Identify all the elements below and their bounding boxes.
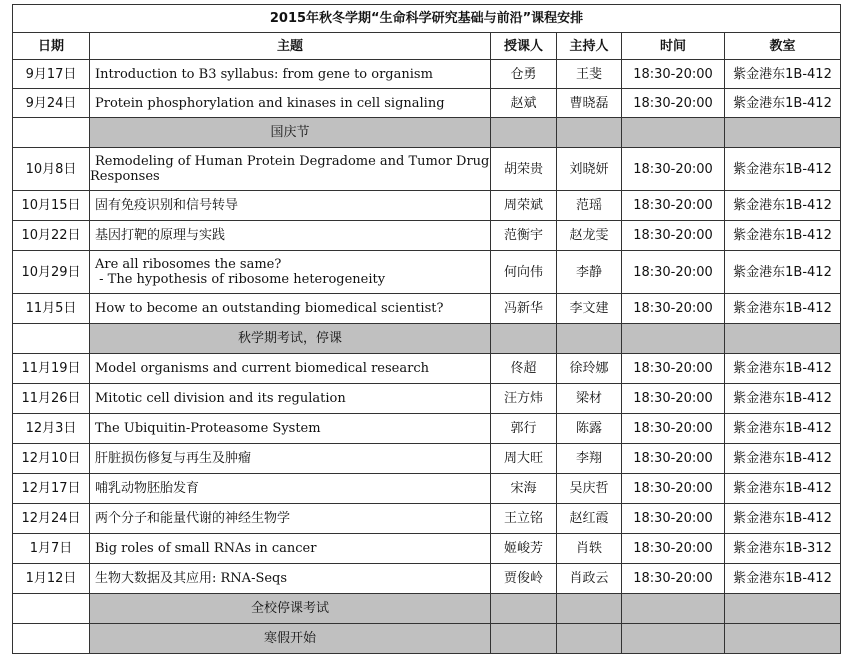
topic-cell (90, 60, 491, 89)
date-cell: 9月17日 (13, 60, 90, 89)
room-cell: 紫金港东1B-412 (725, 60, 841, 89)
table-row (13, 384, 841, 414)
topic-cell (90, 444, 491, 474)
topic-text: Are all ribosomes the same? (95, 257, 282, 272)
time-cell (622, 324, 725, 354)
topic-text: Model organisms and current biomedical research (95, 361, 429, 376)
lecturer-cell: 赵斌 (491, 89, 557, 118)
topic-cell (90, 534, 491, 564)
room-cell: 紫金港东1B-412 (725, 444, 841, 474)
header-room: 教室 (725, 33, 841, 60)
host-cell (557, 594, 622, 624)
date-cell: 11月19日 (13, 354, 90, 384)
table-row (13, 564, 841, 594)
time-cell: 18:30-20:00 (622, 251, 725, 294)
date-cell: 12月24日 (13, 504, 90, 534)
lecturer-cell (491, 624, 557, 654)
lecturer-cell: 郭行 (491, 414, 557, 444)
lecturer-cell: 贾俊岭 (491, 564, 557, 594)
lecturer-cell: 周大旺 (491, 444, 557, 474)
time-cell: 18:30-20:00 (622, 384, 725, 414)
header-time: 时间 (622, 33, 725, 60)
lecturer-cell: 佟超 (491, 354, 557, 384)
date-cell: 9月24日 (13, 89, 90, 118)
host-cell (557, 324, 622, 354)
topic-text-line2: Responses (90, 169, 160, 184)
topic-cell (90, 384, 491, 414)
lecturer-cell: 仓勇 (491, 60, 557, 89)
time-cell (622, 624, 725, 654)
date-cell: 10月15日 (13, 191, 90, 221)
break-row (13, 324, 841, 354)
break-label: 秋学期考试，停课 (90, 324, 491, 354)
topic-cell (90, 294, 491, 324)
topic-cell (90, 354, 491, 384)
table-row (13, 504, 841, 534)
table-row (13, 444, 841, 474)
topic-text: Remodeling of Human Protein Degradome and Tumor Drug (95, 154, 490, 169)
host-cell: 范瑶 (557, 191, 622, 221)
time-cell: 18:30-20:00 (622, 60, 725, 89)
header-topic: 主题 (90, 33, 491, 60)
topic-text: Big roles of small RNAs in cancer (95, 541, 317, 556)
topic-text: 哺乳动物胚胎发育 (95, 481, 200, 496)
date-cell: 11月26日 (13, 384, 90, 414)
date-cell: 12月10日 (13, 444, 90, 474)
table-row (13, 414, 841, 444)
date-cell (13, 324, 90, 354)
lecturer-cell: 王立铭 (491, 504, 557, 534)
table-row (13, 354, 841, 384)
topic-text: 两个分子和能量代谢的神经生物学 (95, 511, 291, 526)
lecturer-cell: 冯新华 (491, 294, 557, 324)
lecturer-cell: 周荣斌 (491, 191, 557, 221)
date-cell (13, 624, 90, 654)
time-cell: 18:30-20:00 (622, 444, 725, 474)
host-cell: 李翔 (557, 444, 622, 474)
lecturer-cell: 何向伟 (491, 251, 557, 294)
break-row (13, 594, 841, 624)
room-cell: 紫金港东1B-412 (725, 384, 841, 414)
time-cell: 18:30-20:00 (622, 474, 725, 504)
host-cell: 刘晓妍 (557, 148, 622, 191)
room-cell: 紫金港东1B-412 (725, 251, 841, 294)
host-cell: 肖政云 (557, 564, 622, 594)
date-cell: 1月12日 (13, 564, 90, 594)
schedule-table (12, 4, 841, 654)
room-cell: 紫金港东1B-412 (725, 191, 841, 221)
time-cell: 18:30-20:00 (622, 564, 725, 594)
host-cell (557, 624, 622, 654)
room-cell (725, 624, 841, 654)
host-cell: 王斐 (557, 60, 622, 89)
room-cell: 紫金港东1B-412 (725, 564, 841, 594)
table-row (13, 60, 841, 89)
date-cell (13, 118, 90, 148)
room-cell (725, 118, 841, 148)
table-row (13, 221, 841, 251)
time-cell: 18:30-20:00 (622, 414, 725, 444)
time-cell: 18:30-20:00 (622, 148, 725, 191)
host-cell: 李静 (557, 251, 622, 294)
lecturer-cell (491, 594, 557, 624)
topic-text: 固有免疫识别和信号转导 (95, 198, 239, 213)
topic-cell (90, 148, 491, 191)
host-cell: 徐玲娜 (557, 354, 622, 384)
time-cell (622, 118, 725, 148)
host-cell: 赵红霞 (557, 504, 622, 534)
topic-cell (90, 564, 491, 594)
host-cell: 吴庆哲 (557, 474, 622, 504)
lecturer-cell: 汪方炜 (491, 384, 557, 414)
host-cell: 陈露 (557, 414, 622, 444)
break-label: 全校停课考试 (90, 594, 491, 624)
table-row (13, 148, 841, 191)
host-cell: 梁材 (557, 384, 622, 414)
schedule-body (13, 60, 841, 654)
table-row (13, 294, 841, 324)
header-date: 日期 (13, 33, 90, 60)
topic-cell (90, 414, 491, 444)
room-cell (725, 324, 841, 354)
time-cell: 18:30-20:00 (622, 294, 725, 324)
topic-text-line2: - The hypothesis of ribosome heterogeneity (95, 272, 386, 287)
time-cell: 18:30-20:00 (622, 534, 725, 564)
topic-cell (90, 191, 491, 221)
lecturer-cell: 姬峻芳 (491, 534, 557, 564)
break-label: 国庆节 (90, 118, 491, 148)
date-cell: 1月7日 (13, 534, 90, 564)
time-cell: 18:30-20:00 (622, 354, 725, 384)
date-cell (13, 594, 90, 624)
room-cell: 紫金港东1B-312 (725, 534, 841, 564)
room-cell: 紫金港东1B-412 (725, 89, 841, 118)
room-cell: 紫金港东1B-412 (725, 414, 841, 444)
table-row (13, 474, 841, 504)
room-cell: 紫金港东1B-412 (725, 354, 841, 384)
topic-cell (90, 221, 491, 251)
topic-text: How to become an outstanding biomedical scientist? (95, 301, 444, 316)
topic-text: Protein phosphorylation and kinases in cell signaling (95, 95, 445, 111)
header-host: 主持人 (557, 33, 622, 60)
time-cell (622, 594, 725, 624)
date-cell: 12月17日 (13, 474, 90, 504)
room-cell: 紫金港东1B-412 (725, 148, 841, 191)
topic-text: Mitotic cell division and its regulation (95, 391, 346, 406)
room-cell: 紫金港东1B-412 (725, 474, 841, 504)
host-cell: 李文建 (557, 294, 622, 324)
header-lecturer: 授课人 (491, 33, 557, 60)
table-row (13, 191, 841, 221)
topic-cell (90, 504, 491, 534)
topic-text: 基因打靶的原理与实践 (95, 228, 226, 243)
host-cell: 曹晓磊 (557, 89, 622, 118)
date-cell: 12月3日 (13, 414, 90, 444)
time-cell: 18:30-20:00 (622, 191, 725, 221)
break-row (13, 118, 841, 148)
topic-cell (90, 89, 491, 118)
room-cell: 紫金港东1B-412 (725, 221, 841, 251)
break-label: 寒假开始 (90, 624, 491, 654)
table-row (13, 89, 841, 118)
time-cell: 18:30-20:00 (622, 504, 725, 534)
room-cell (725, 594, 841, 624)
topic-text: The Ubiquitin-Proteasome System (95, 421, 321, 436)
topic-cell (90, 474, 491, 504)
time-cell: 18:30-20:00 (622, 89, 725, 118)
table-row (13, 534, 841, 564)
topic-text: 生物大数据及其应用: RNA-Seqs (95, 571, 288, 586)
lecturer-cell (491, 324, 557, 354)
host-cell: 肖轶 (557, 534, 622, 564)
topic-text: Introduction to B3 syllabus: from gene to organism (95, 66, 433, 82)
lecturer-cell: 胡荣贵 (491, 148, 557, 191)
room-cell: 紫金港东1B-412 (725, 504, 841, 534)
date-cell: 11月5日 (13, 294, 90, 324)
topic-text: 肝脏损伤修复与再生及肿瘤 (95, 451, 252, 466)
room-cell: 紫金港东1B-412 (725, 294, 841, 324)
topic-cell (90, 251, 491, 294)
break-row (13, 624, 841, 654)
date-cell: 10月8日 (13, 148, 90, 191)
date-cell: 10月22日 (13, 221, 90, 251)
lecturer-cell: 宋海 (491, 474, 557, 504)
date-cell: 10月29日 (13, 251, 90, 294)
time-cell: 18:30-20:00 (622, 221, 725, 251)
lecturer-cell: 范衡宇 (491, 221, 557, 251)
table-row (13, 251, 841, 294)
lecturer-cell (491, 118, 557, 148)
host-cell: 赵龙雯 (557, 221, 622, 251)
table-title: 2015年秋冬学期“生命科学研究基础与前沿”课程安排 (13, 5, 841, 33)
host-cell (557, 118, 622, 148)
